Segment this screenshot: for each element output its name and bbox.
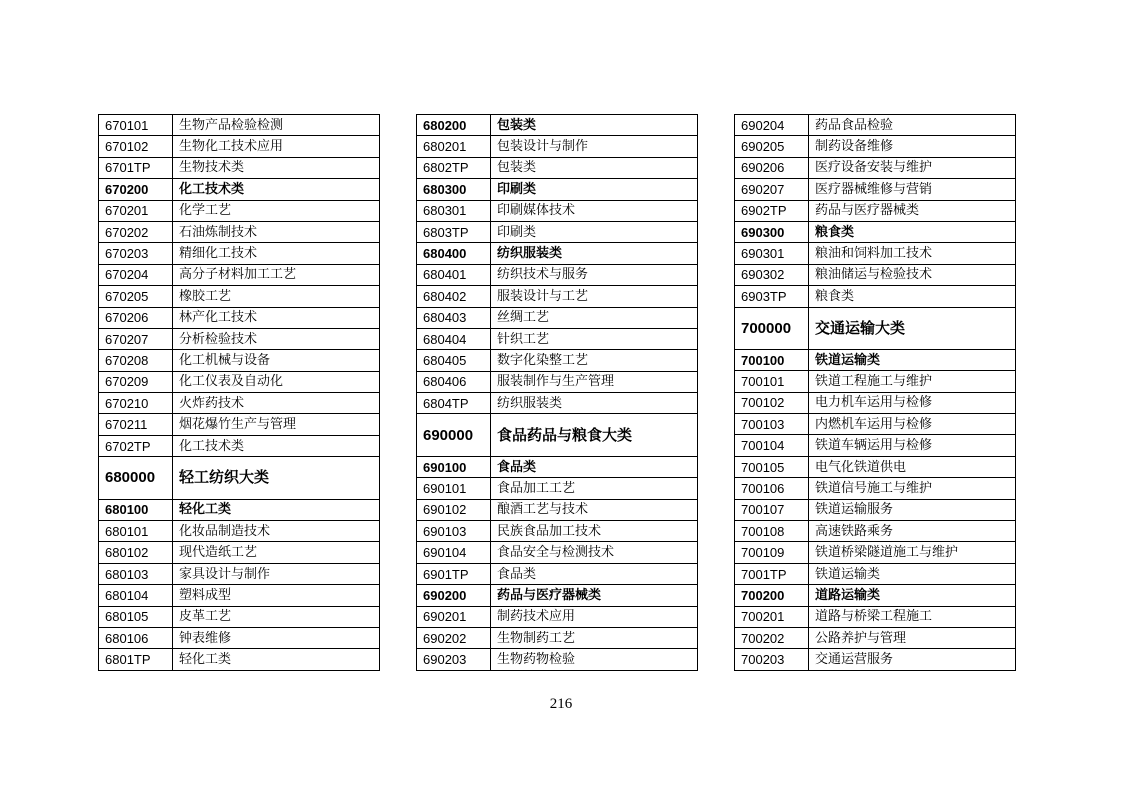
program-name: 铁道桥梁隧道施工与维护 (809, 542, 1016, 563)
table-row (99, 286, 380, 307)
program-name: 轻化工类 (173, 499, 380, 520)
table-row (417, 307, 698, 328)
table-row (417, 606, 698, 627)
program-name: 生物制药工艺 (491, 627, 698, 648)
program-code: 690103 (417, 521, 491, 542)
program-name: 道路运输类 (809, 585, 1016, 606)
table-row (417, 371, 698, 392)
table-row (735, 521, 1016, 542)
program-name: 食品类 (491, 563, 698, 584)
table-row (417, 200, 698, 221)
program-code: 670207 (99, 328, 173, 349)
program-code: 670204 (99, 264, 173, 285)
program-name: 高分子材料加工工艺 (173, 264, 380, 285)
table-row (735, 435, 1016, 456)
table-row (99, 521, 380, 542)
program-name: 纺织技术与服务 (491, 264, 698, 285)
program-name: 包装设计与制作 (491, 136, 698, 157)
table-row (99, 264, 380, 285)
program-name: 化妆品制造技术 (173, 521, 380, 542)
program-name: 道路与桥梁工程施工 (809, 606, 1016, 627)
table-row (99, 136, 380, 157)
program-code: 680403 (417, 307, 491, 328)
program-name: 公路养护与管理 (809, 627, 1016, 648)
table-row (99, 371, 380, 392)
category-row (417, 585, 698, 606)
program-name: 医疗器械维修与营销 (809, 179, 1016, 200)
program-name: 现代造纸工艺 (173, 542, 380, 563)
table-row (735, 115, 1016, 136)
program-name: 生物药物检验 (491, 649, 698, 670)
table-row (99, 563, 380, 584)
page-number: 216 (549, 696, 573, 712)
program-code: 680106 (99, 627, 173, 648)
program-name: 火炸药技术 (173, 393, 380, 414)
program-code: 700105 (735, 456, 809, 477)
program-name: 包装类 (491, 115, 698, 136)
program-name: 印刷媒体技术 (491, 200, 698, 221)
program-code: 690204 (735, 115, 809, 136)
program-name: 生物化工技术应用 (173, 136, 380, 157)
program-code: 680400 (417, 243, 491, 264)
program-name: 食品药品与粮食大类 (491, 414, 698, 456)
program-name: 精细化工技术 (173, 243, 380, 264)
program-name: 药品与医疗器械类 (491, 585, 698, 606)
program-code: 670211 (99, 414, 173, 435)
program-name: 食品安全与检测技术 (491, 542, 698, 563)
program-code: 680103 (99, 563, 173, 584)
program-name: 粮油储运与检验技术 (809, 264, 1016, 285)
table-row (735, 179, 1016, 200)
program-name: 针织工艺 (491, 328, 698, 349)
program-code: 680104 (99, 585, 173, 606)
table-row (735, 627, 1016, 648)
program-name: 轻化工类 (173, 649, 380, 670)
category-row (417, 456, 698, 477)
program-name: 铁道运输类 (809, 349, 1016, 370)
table-row (99, 585, 380, 606)
program-code: 6804TP (417, 393, 491, 414)
program-code: 700103 (735, 414, 809, 435)
program-name: 民族食品加工技术 (491, 521, 698, 542)
program-code: 690201 (417, 606, 491, 627)
program-name: 交通运营服务 (809, 649, 1016, 670)
program-name: 生物技术类 (173, 157, 380, 178)
table-row (417, 264, 698, 285)
table-row (99, 200, 380, 221)
table-row (735, 414, 1016, 435)
program-name: 石油炼制技术 (173, 221, 380, 242)
program-code: 680000 (99, 457, 173, 499)
program-code: 670209 (99, 371, 173, 392)
table-row (417, 393, 698, 414)
program-code: 690202 (417, 627, 491, 648)
program-name: 食品加工工艺 (491, 478, 698, 499)
table-row (99, 307, 380, 328)
table-row (417, 328, 698, 349)
table-row (417, 136, 698, 157)
program-code: 670205 (99, 286, 173, 307)
table-row (735, 456, 1016, 477)
program-code: 680405 (417, 350, 491, 371)
table-row (99, 350, 380, 371)
table-row (99, 221, 380, 242)
program-name: 烟花爆竹生产与管理 (173, 414, 380, 435)
program-name: 铁道信号施工与维护 (809, 478, 1016, 499)
program-code: 700203 (735, 649, 809, 670)
program-code: 700109 (735, 542, 809, 563)
program-name: 塑料成型 (173, 585, 380, 606)
table-row (735, 264, 1016, 285)
table-row (735, 392, 1016, 413)
table-row (735, 136, 1016, 157)
table-row (417, 499, 698, 520)
program-name: 印刷类 (491, 221, 698, 242)
program-name: 药品与医疗器械类 (809, 200, 1016, 221)
program-name: 化工机械与设备 (173, 350, 380, 371)
category-row (99, 499, 380, 520)
program-name: 食品类 (491, 456, 698, 477)
program-name: 丝绸工艺 (491, 307, 698, 328)
program-code: 690300 (735, 221, 809, 242)
program-code: 6901TP (417, 563, 491, 584)
program-code: 680200 (417, 115, 491, 136)
program-code: 690205 (735, 136, 809, 157)
table-row (417, 478, 698, 499)
program-name: 粮油和饲料加工技术 (809, 243, 1016, 264)
program-name: 化工仪表及自动化 (173, 371, 380, 392)
program-name: 分析检验技术 (173, 328, 380, 349)
category-row (417, 179, 698, 200)
table-row (99, 542, 380, 563)
table-row (735, 499, 1016, 520)
program-code: 700100 (735, 349, 809, 370)
program-name: 酿酒工艺与技术 (491, 499, 698, 520)
category-row (417, 115, 698, 136)
program-name: 交通运输大类 (809, 307, 1016, 349)
program-name: 纺织服装类 (491, 243, 698, 264)
table-row (417, 521, 698, 542)
program-code: 670201 (99, 200, 173, 221)
program-name: 电气化铁道供电 (809, 456, 1016, 477)
table-row (417, 563, 698, 584)
program-name: 服装设计与工艺 (491, 286, 698, 307)
category-row (99, 179, 380, 200)
program-code: 680301 (417, 200, 491, 221)
program-code: 6801TP (99, 649, 173, 670)
table-row (99, 328, 380, 349)
program-name: 化学工艺 (173, 200, 380, 221)
program-code: 680101 (99, 521, 173, 542)
program-code: 690206 (735, 157, 809, 178)
program-name: 制药技术应用 (491, 606, 698, 627)
program-code: 700107 (735, 499, 809, 520)
table-row (99, 393, 380, 414)
program-name: 粮食类 (809, 286, 1016, 307)
program-code: 680401 (417, 264, 491, 285)
catalog-table-middle (416, 114, 698, 671)
program-name: 数字化染整工艺 (491, 350, 698, 371)
program-code: 700000 (735, 307, 809, 349)
table-row (735, 542, 1016, 563)
program-code: 700102 (735, 392, 809, 413)
program-code: 680406 (417, 371, 491, 392)
table-row (735, 243, 1016, 264)
program-code: 690200 (417, 585, 491, 606)
major-category-row (735, 307, 1016, 349)
program-name: 铁道工程施工与维护 (809, 371, 1016, 392)
program-code: 700104 (735, 435, 809, 456)
program-code: 670208 (99, 350, 173, 371)
program-name: 高速铁路乘务 (809, 521, 1016, 542)
program-code: 6701TP (99, 157, 173, 178)
program-name: 皮革工艺 (173, 606, 380, 627)
program-name: 化工技术类 (173, 435, 380, 456)
program-code: 700200 (735, 585, 809, 606)
table-row (99, 606, 380, 627)
program-code: 690000 (417, 414, 491, 456)
program-name: 纺织服装类 (491, 393, 698, 414)
table-row (99, 435, 380, 456)
table-row (735, 286, 1016, 307)
table-row (99, 649, 380, 670)
program-name: 家具设计与制作 (173, 563, 380, 584)
program-code: 6802TP (417, 157, 491, 178)
table-row (735, 478, 1016, 499)
program-code: 690104 (417, 542, 491, 563)
program-code: 700101 (735, 371, 809, 392)
table-row (99, 157, 380, 178)
program-code: 680100 (99, 499, 173, 520)
program-code: 680404 (417, 328, 491, 349)
program-name: 橡胶工艺 (173, 286, 380, 307)
category-row (735, 585, 1016, 606)
catalog-table-left (98, 114, 380, 671)
program-name: 钟表维修 (173, 627, 380, 648)
table-row (417, 542, 698, 563)
category-row (735, 221, 1016, 242)
catalog-table-right (734, 114, 1016, 671)
program-code: 6803TP (417, 221, 491, 242)
program-name: 药品食品检验 (809, 115, 1016, 136)
program-name: 化工技术类 (173, 179, 380, 200)
program-code: 700106 (735, 478, 809, 499)
program-name: 轻工纺织大类 (173, 457, 380, 499)
program-name: 医疗设备安装与维护 (809, 157, 1016, 178)
major-category-row (99, 457, 380, 499)
program-code: 680300 (417, 179, 491, 200)
program-code: 670102 (99, 136, 173, 157)
program-name: 铁道运输服务 (809, 499, 1016, 520)
program-name: 服装制作与生产管理 (491, 371, 698, 392)
table-row (735, 371, 1016, 392)
program-code: 690207 (735, 179, 809, 200)
program-code: 690302 (735, 264, 809, 285)
program-code: 690301 (735, 243, 809, 264)
program-name: 印刷类 (491, 179, 698, 200)
table-row (735, 157, 1016, 178)
program-code: 700108 (735, 521, 809, 542)
program-name: 电力机车运用与检修 (809, 392, 1016, 413)
table-row (99, 627, 380, 648)
table-row (417, 627, 698, 648)
table-row (417, 649, 698, 670)
category-row (417, 243, 698, 264)
program-code: 680402 (417, 286, 491, 307)
program-name: 林产化工技术 (173, 307, 380, 328)
table-row (417, 286, 698, 307)
program-code: 700202 (735, 627, 809, 648)
table-row (735, 649, 1016, 670)
program-code: 6702TP (99, 435, 173, 456)
program-code: 680102 (99, 542, 173, 563)
program-code: 680201 (417, 136, 491, 157)
program-code: 690203 (417, 649, 491, 670)
program-code: 680105 (99, 606, 173, 627)
table-row (735, 200, 1016, 221)
program-code: 670206 (99, 307, 173, 328)
program-name: 内燃机车运用与检修 (809, 414, 1016, 435)
program-code: 670203 (99, 243, 173, 264)
table-row (417, 350, 698, 371)
program-code: 6902TP (735, 200, 809, 221)
program-code: 670200 (99, 179, 173, 200)
program-code: 670101 (99, 115, 173, 136)
program-name: 粮食类 (809, 221, 1016, 242)
program-name: 包装类 (491, 157, 698, 178)
program-code: 670210 (99, 393, 173, 414)
program-code: 7001TP (735, 563, 809, 584)
table-row (417, 157, 698, 178)
program-name: 制药设备维修 (809, 136, 1016, 157)
program-code: 700201 (735, 606, 809, 627)
category-row (735, 349, 1016, 370)
program-code: 690100 (417, 456, 491, 477)
program-name: 生物产品检验检测 (173, 115, 380, 136)
major-category-row (417, 414, 698, 456)
table-row (99, 115, 380, 136)
table-row (99, 414, 380, 435)
program-code: 6903TP (735, 286, 809, 307)
program-name: 铁道运输类 (809, 563, 1016, 584)
program-code: 670202 (99, 221, 173, 242)
program-code: 690101 (417, 478, 491, 499)
table-row (735, 563, 1016, 584)
table-row (99, 243, 380, 264)
table-row (735, 606, 1016, 627)
program-code: 690102 (417, 499, 491, 520)
table-row (417, 221, 698, 242)
program-name: 铁道车辆运用与检修 (809, 435, 1016, 456)
